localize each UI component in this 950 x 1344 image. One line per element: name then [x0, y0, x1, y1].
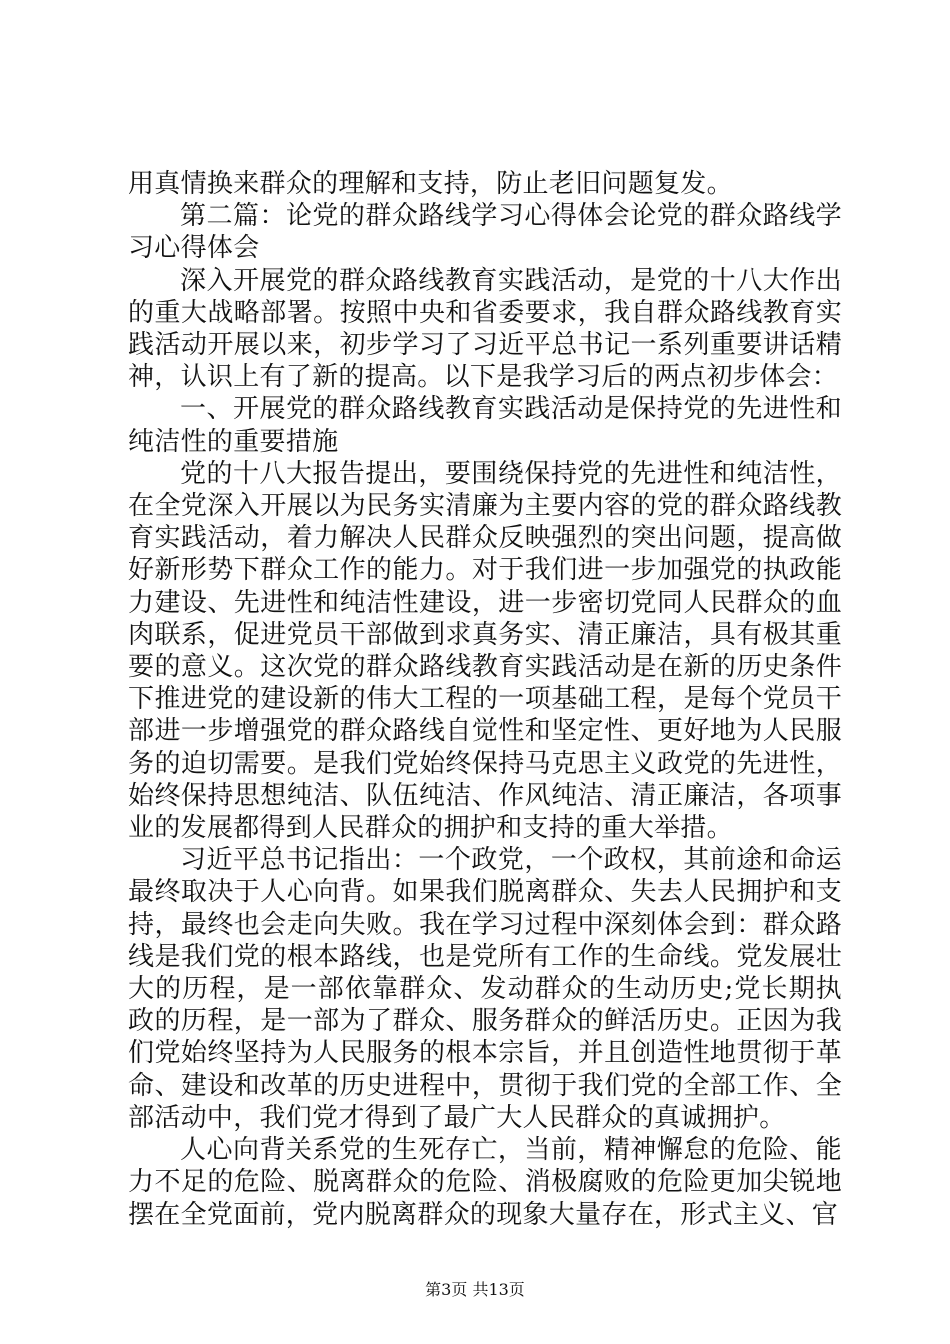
- paragraph-continuation: 用真情换来群众的理解和支持，防止老旧问题复发。: [128, 169, 733, 199]
- section-heading: 第二篇：论党的群众路线学习心得体会论党的群众路线学习心得体会: [128, 201, 842, 264]
- paragraph: 深入开展党的群众路线教育实践活动，是党的十八大作出的重大战略部署。按照中央和省委要求，我自群众路线教育实践活动开展以来，初步学习了习近平总书记一系列重要讲话精神，认识上有了新的提高。以下是我学习后的两点初步体会：: [128, 265, 842, 393]
- page-footer: 第3页 共13页: [425, 1280, 525, 1299]
- body-text: [128, 168, 842, 1231]
- paragraph: 习近平总书记指出：一个政党，一个政权，其前途和命运最终取决于人心向背。如果我们脱离群众、失去人民拥护和支持，最终也会走向失败。我在学习过程中深刻体会到：群众路线是我们党的根本路线，也是党所有工作的生命线。党发展壮大的历程，是一部依靠群众、发动群众的生动历史;党长期执政的历程，是一部为了群众、服务群众的鲜活历史。正因为我们党始终坚持为人民服务的根本宗旨，并且创造性地贯彻于革命、建设和改革的历史进程中，贯彻于我们党的全部工作、全部活动中，我们党才得到了最广大人民群众的真诚拥护。: [128, 845, 842, 1133]
- paragraph: 党的十八大报告提出，要围绕保持党的先进性和纯洁性，在全党深入开展以为民务实清廉为主要内容的党的群众路线教育实践活动，着力解决人民群众反映强烈的突出问题，提高做好新形势下群众工作的能力。对于我们进一步加强党的执政能力建设、先进性和纯洁性建设，进一步密切党同人民群众的血肉联系，促进党员干部做到求真务实、清正廉洁，具有极其重要的意义。这次党的群众路线教育实践活动是在新的历史条件下推进党的建设新的伟大工程的一项基础工程，是每个党员干部进一步增强党的群众路线自觉性和坚定性、更好地为人民服务的迫切需要。是我们党始终保持马克思主义政党的先进性，始终保持思想纯洁、队伍纯洁、作风纯洁、清正廉洁，各项事业的发展都得到人民群众的拥护和支持的重大举措。: [128, 458, 842, 844]
- subsection-heading: 一、开展党的群众路线教育实践活动是保持党的先进性和纯洁性的重要措施: [128, 394, 842, 457]
- paragraph: 人心向背关系党的生死存亡，当前，精神懈怠的危险、能力不足的危险、脱离群众的危险、消极腐败的危险更加尖锐地摆在全党面前，党内脱离群众的现象大量存在，形式主义、官: [128, 1135, 842, 1230]
